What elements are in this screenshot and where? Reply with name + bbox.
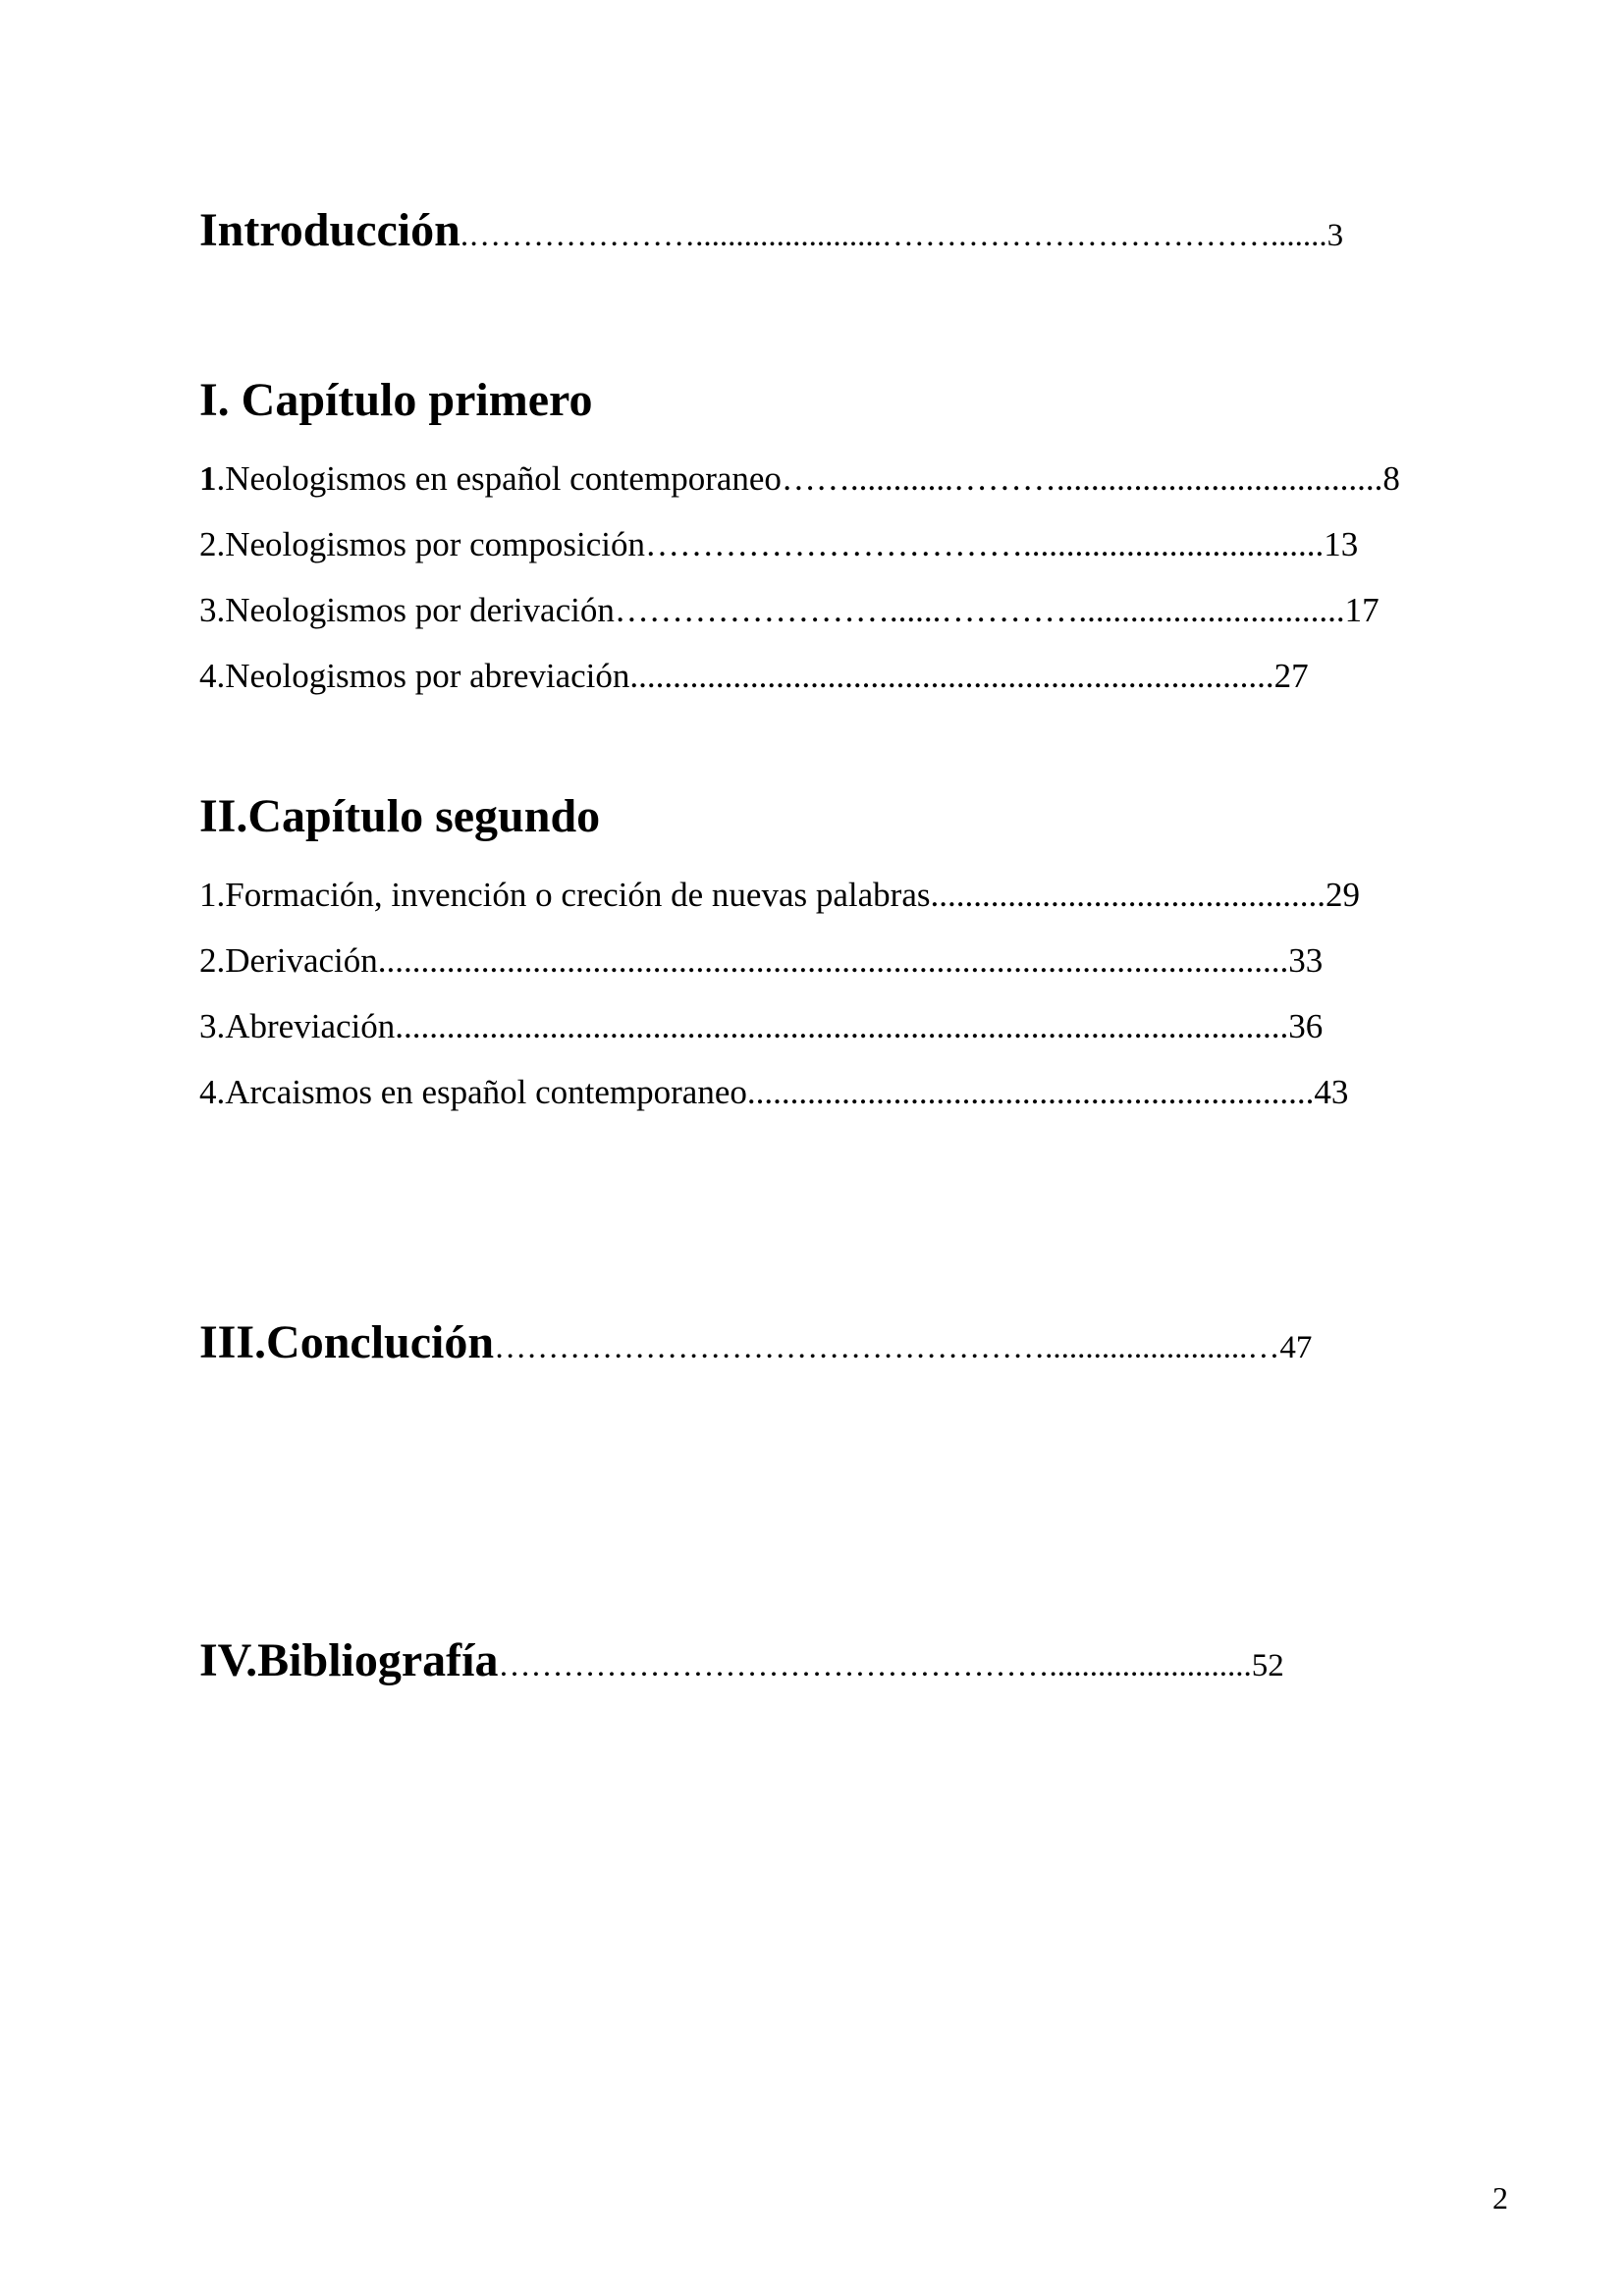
- toc-leader-dots: ……………………………...................................: [645, 525, 1325, 563]
- toc-entry-label: IV.Bibliografía: [199, 1634, 499, 1686]
- toc-entry-label: 4.Arcaismos en español contemporaneo: [199, 1073, 747, 1111]
- toc-entry-label: 2.Derivación: [199, 941, 378, 980]
- toc-leader-dots: ........................................................................................................: [395, 1007, 1289, 1045]
- toc-entry-introduccion[interactable]: [199, 203, 1519, 258]
- toc-entry-1-1[interactable]: [199, 454, 1515, 504]
- toc-page-number: 27: [1273, 657, 1309, 695]
- toc-entry-1-2[interactable]: [199, 520, 1520, 569]
- toc-page-number: 43: [1314, 1073, 1349, 1111]
- toc-entry-1-3[interactable]: [199, 586, 1520, 635]
- toc-page-number: 36: [1288, 1007, 1324, 1045]
- footer-page-number: 2: [1492, 2180, 1508, 2216]
- toc-entry-2-4[interactable]: [199, 1068, 1520, 1117]
- toc-leader-dots: ……………………......…………...............................: [614, 591, 1345, 629]
- toc-page-number: 29: [1325, 876, 1360, 914]
- toc-leader-dots: …………………………………………….........................: [498, 1648, 1252, 1683]
- chapter-heading-2: II.Capítulo segundo: [199, 790, 601, 842]
- toc-leader-dots: ...........................................................................: [629, 657, 1274, 695]
- toc-entry-label: 1.Formación, invención o creción de nuevas palabras: [199, 876, 931, 914]
- toc-leader-dots: ..............................................: [930, 876, 1326, 914]
- toc-entry-2-2[interactable]: [199, 936, 1520, 986]
- toc-entry-label: 4.Neologismos por abreviación: [199, 657, 630, 695]
- toc-entry-2-3[interactable]: [199, 1002, 1520, 1051]
- toc-entry-2-1[interactable]: [199, 871, 1520, 920]
- toc-page-number: 52: [1251, 1648, 1284, 1683]
- toc-page-number: 17: [1344, 591, 1380, 629]
- toc-entry-number: 1: [199, 459, 217, 498]
- toc-leader-dots: ..........................................................................................................: [377, 941, 1289, 980]
- toc-leader-dots: …………………………………………….........................…: [494, 1330, 1280, 1365]
- toc-page-number: 3: [1326, 218, 1344, 253]
- toc-entry-bibliografia[interactable]: [199, 1633, 1517, 1688]
- toc-entry-1-4[interactable]: [199, 652, 1520, 701]
- toc-page-number: 47: [1279, 1330, 1313, 1365]
- toc-leader-dots: ..................................................................: [746, 1073, 1315, 1111]
- toc-entry-label: III.Conclución: [199, 1316, 495, 1368]
- chapter-heading-1: I. Capítulo primero: [199, 374, 593, 426]
- toc-entry-label: .Neologismos en español contemporaneo: [216, 459, 782, 498]
- toc-entry-label: Introducción: [199, 204, 460, 256]
- toc-entry-conclusion[interactable]: [199, 1315, 1523, 1370]
- toc-leader-dots: ……............………......................................: [781, 459, 1383, 498]
- toc-page-number: 8: [1382, 459, 1400, 498]
- toc-entry-label: 3.Abreviación: [199, 1007, 396, 1045]
- toc-entry-label: 3.Neologismos por derivación: [199, 591, 615, 629]
- toc-leader-dots: .………………….......................……………………………….......: [460, 218, 1327, 253]
- toc-page-number: 13: [1324, 525, 1359, 563]
- toc-page-number: 33: [1288, 941, 1324, 980]
- toc-entry-label: 2.Neologismos por composición: [199, 525, 645, 563]
